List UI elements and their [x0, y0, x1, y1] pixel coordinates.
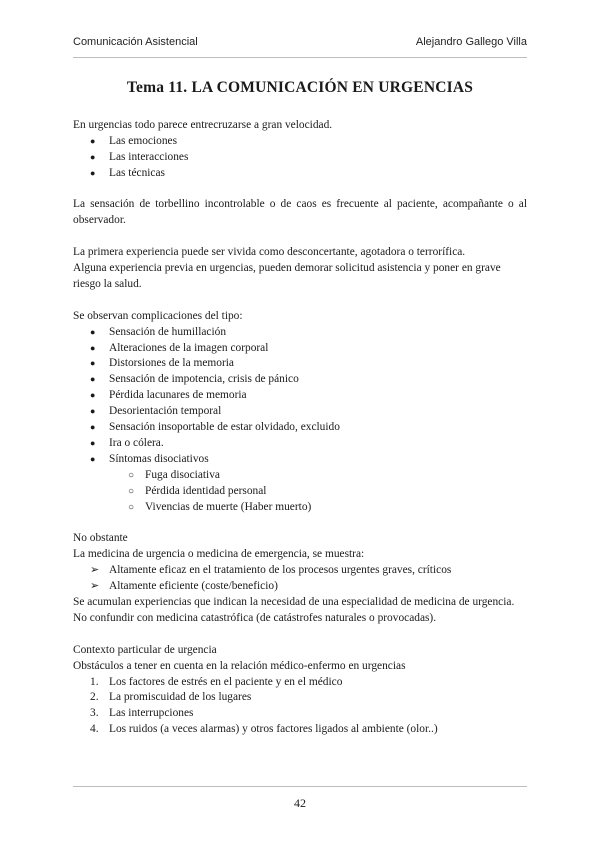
paragraph: No obstante [73, 532, 128, 545]
bullet-icon: ● [90, 422, 96, 433]
paragraph: No confundir con medicina catastrófica (de catástrofes naturales o provocadas). [73, 611, 437, 624]
list-item: ● Síntomas disociativos [73, 452, 527, 468]
circle-bullet-icon: ○ [128, 501, 135, 513]
document-body [73, 80, 527, 738]
obstacles-list [73, 675, 527, 739]
paragraph: Alguna experiencia previa en urgencias, pueden demorar solicitud asistencia y poner en grave riesgo la salud. [73, 262, 501, 290]
bullet-icon: ● [90, 358, 96, 369]
bullet-icon: ● [90, 326, 96, 337]
complications-list [73, 325, 527, 468]
bullet-icon: ● [90, 374, 96, 385]
paragraph: La medicina de urgencia o medicina de emergencia, se muestra: [73, 548, 365, 561]
arrow-icon: ➢ [90, 580, 100, 593]
complications-intro: Se observan complicaciones del tipo: [73, 309, 243, 322]
paragraph: La primera experiencia puede ser vivida como desconcertante, agotadora o terrorífica. [73, 246, 466, 259]
paragraph: La sensación de torbellino incontrolable o de caos es frecuente al paciente, acompañante o al observador. [73, 198, 527, 227]
list-item: ● Sensación de humillación [73, 325, 527, 341]
list-item: ● Pérdida lacunares de memoria [73, 388, 527, 404]
header-left: Comunicación Asistencial [73, 36, 198, 48]
list-item: ○ Vivencias de muerte (Haber muerto) [73, 500, 527, 516]
footer-divider [73, 786, 527, 787]
bullet-icon: ● [90, 342, 96, 353]
header-divider [73, 57, 527, 58]
intro-text: En urgencias todo parece entrecruzarse a gran velocidad. [73, 118, 333, 131]
list-item: ● Ira o cólera. [73, 436, 527, 452]
bullet-icon: ● [90, 135, 96, 146]
bullet-icon: ● [90, 390, 96, 401]
list-item: ● Sensación de impotencia, crisis de pánico [73, 372, 527, 388]
list-item: ● Sensación insoportable de estar olvidado, excluido [73, 420, 527, 436]
circle-bullet-icon: ○ [128, 485, 135, 497]
list-item: 2. La promiscuidad de los lugares [90, 691, 252, 704]
circle-bullet-icon: ○ [128, 469, 135, 481]
list-item: ● Las técnicas [73, 166, 527, 182]
list-item: ● Distorsiones de la memoria [73, 356, 527, 372]
list-item: ➢ Altamente eficiente (coste/beneficio) [73, 579, 527, 595]
arrow-icon: ➢ [90, 564, 100, 577]
medicine-list [73, 563, 527, 595]
dissociative-sublist [73, 468, 527, 516]
list-item: ○ Pérdida identidad personal [73, 484, 527, 500]
list-item: 4. Los ruidos (a veces alarmas) y otros factores ligados al ambiente (olor..) [90, 723, 438, 736]
header-right: Alejandro Gallego Villa [415, 36, 527, 48]
list-item: 1. Los factores de estrés en el paciente y en el médico [90, 675, 343, 688]
page-number: 42 [294, 796, 306, 810]
list-item: ● Las emociones [73, 134, 527, 150]
list-item: ● Alteraciones de la imagen corporal [73, 341, 527, 357]
page-title: Tema 11. LA COMUNICACIÓN EN URGENCIAS [126, 79, 474, 96]
list-item: ● Desorientación temporal [73, 404, 527, 420]
list-item: 3. Las interrupciones [90, 707, 194, 720]
section-heading: Contexto particular de urgencia [73, 643, 217, 656]
intro-list [73, 134, 527, 182]
list-item: ● Las interacciones [73, 150, 527, 166]
bullet-icon: ● [90, 437, 96, 448]
page-header [73, 36, 527, 48]
list-item: ➢ Altamente eficaz en el tratamiento de los procesos urgentes graves, críticos [73, 563, 527, 579]
list-item: ○ Fuga disociativa [73, 468, 527, 484]
bullet-icon: ● [90, 151, 96, 162]
bullet-icon: ● [90, 167, 96, 178]
bullet-icon: ● [90, 453, 96, 464]
bullet-icon: ● [90, 406, 96, 417]
paragraph: Obstáculos a tener en cuenta en la relación médico-enfermo en urgencias [73, 659, 406, 672]
paragraph: Se acumulan experiencias que indican la necesidad de una especialidad de medicina de urgencia. [73, 596, 515, 609]
